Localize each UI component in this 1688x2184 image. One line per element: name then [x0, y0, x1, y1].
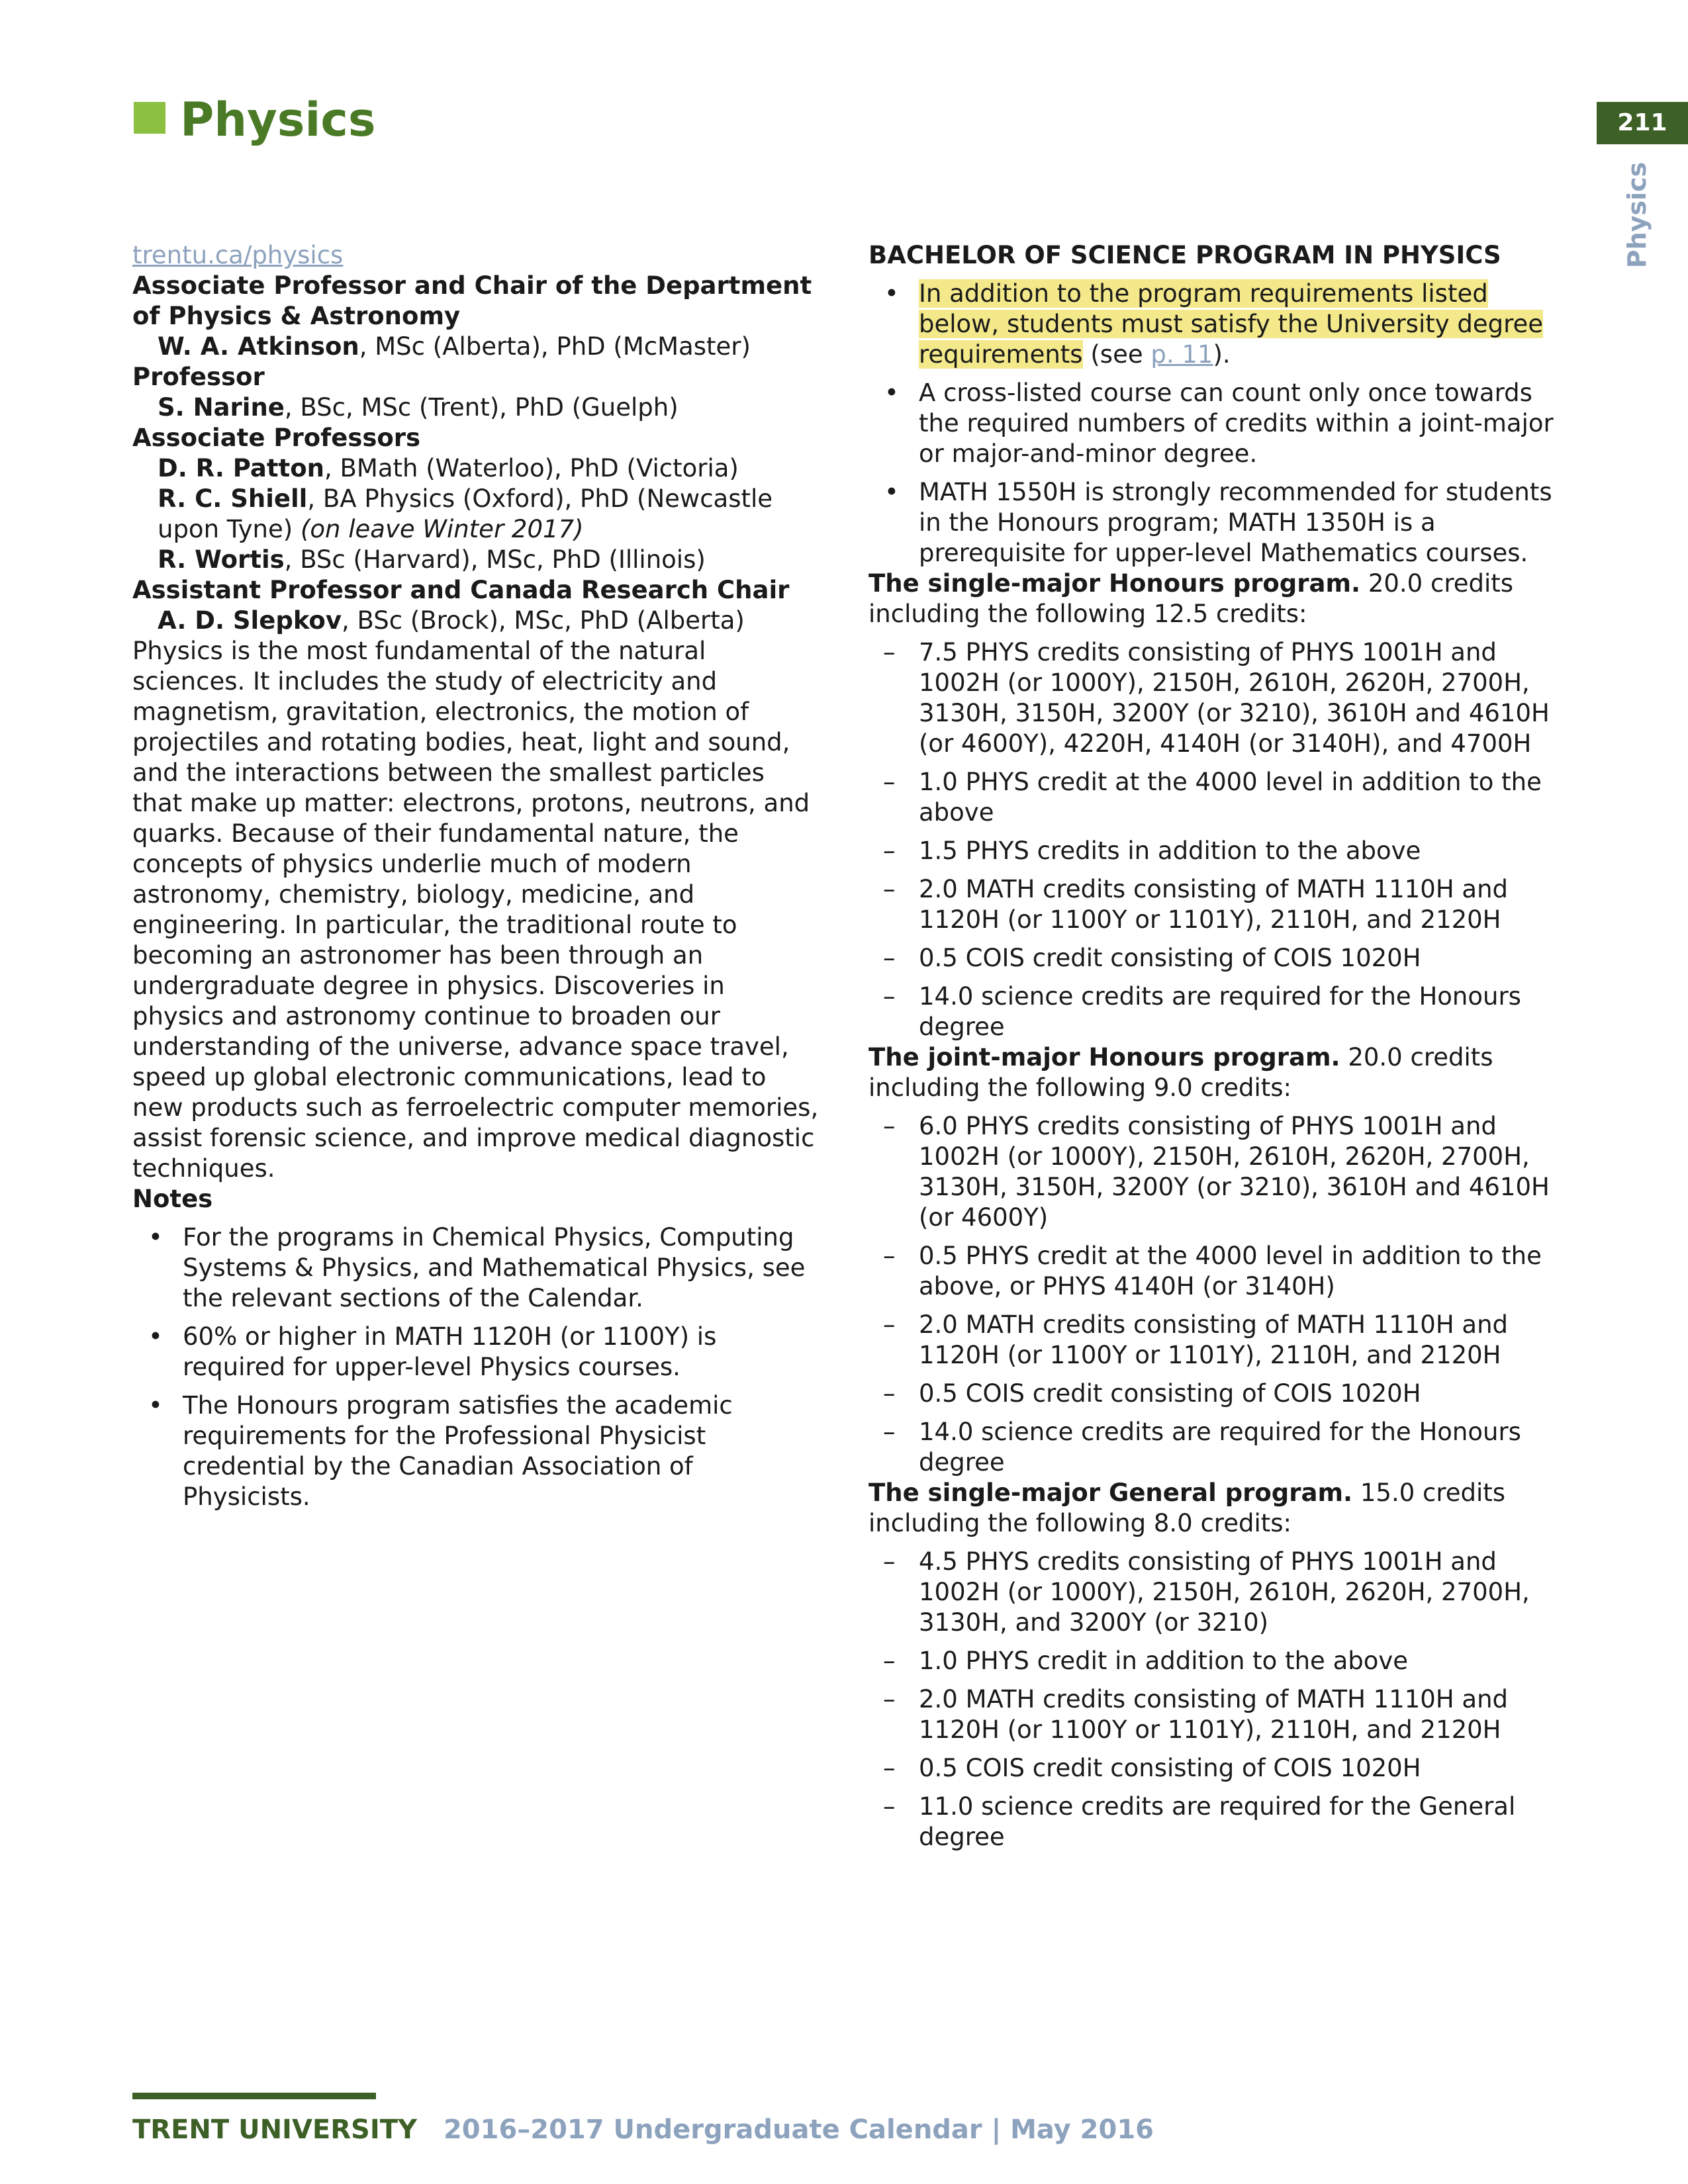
- program-item: [868, 1111, 1564, 1233]
- faculty-group: [132, 423, 821, 575]
- note-item: [132, 1390, 821, 1512]
- program-name: The single-major Honours program.: [868, 569, 1361, 598]
- dash-icon: –: [883, 768, 896, 796]
- program-block: [868, 1042, 1564, 1478]
- dash-icon: –: [883, 875, 896, 903]
- faculty-name: R. C. Shiell: [158, 484, 308, 513]
- faculty-member: [132, 453, 821, 484]
- program-item-text: 14.0 science credits are required for the Honours degree: [919, 1418, 1521, 1477]
- program-item-text: 6.0 PHYS credits consisting of PHYS 1001H and 1002H (or 1000Y), 2150H, 2610H, 2620H, 2700H, 3130H, 3150H, 3200Y (or 3210), 3610H and 4610H (or 4600Y): [919, 1112, 1550, 1232]
- program-item: [868, 836, 1564, 866]
- faculty-credentials: , BA Physics (Oxford), PhD (Newcastle upon Tyne): [158, 484, 773, 543]
- dash-icon: –: [883, 1647, 896, 1675]
- faculty-credentials: , BSc (Harvard), MSc, PhD (Illinois): [284, 545, 706, 574]
- dash-icon: –: [883, 1685, 896, 1713]
- right-column: [868, 240, 1564, 1852]
- faculty-name: D. R. Patton: [158, 454, 324, 482]
- program-item-text: 2.0 MATH credits consisting of MATH 1110H and 1120H (or 1100Y or 1101Y), 2110H, and 2120H: [919, 1685, 1509, 1744]
- faculty-name: W. A. Atkinson: [158, 332, 359, 361]
- program-desc: 20.0 credits including the following 12.5 credits:: [868, 569, 1514, 628]
- faculty-member: [132, 545, 821, 575]
- dash-icon: –: [883, 638, 896, 666]
- requirement-item: [868, 378, 1564, 469]
- program-item: [868, 1241, 1564, 1302]
- note-text: The Honours program satisfies the academic requirements for the Professional Physicist credential by the Canadian Association of Physicists.: [183, 1391, 733, 1511]
- faculty-group: [132, 362, 821, 423]
- requirements-list: [868, 279, 1564, 569]
- dash-icon: –: [883, 1112, 896, 1140]
- dash-icon: –: [883, 837, 896, 865]
- bullet-icon: •: [148, 1391, 163, 1420]
- faculty-credentials: , BMath (Waterloo), PhD (Victoria): [324, 454, 739, 482]
- dash-icon: –: [883, 1547, 896, 1576]
- program-block: [868, 569, 1564, 1042]
- requirement-text: A cross-listed course can count only once towards the required numbers of credits within a joint-major or major-and-minor degree.: [919, 379, 1554, 468]
- program-item: [868, 767, 1564, 828]
- program-item-text: 7.5 PHYS credits consisting of PHYS 1001H and 1002H (or 1000Y), 2150H, 2610H, 2620H, 2700H, 3130H, 3150H, 3200Y (or 3210), 3610H and 4610H (or 4600Y), 4220H, 4140H (or 3140H), and 4700H: [919, 638, 1550, 758]
- highlighted-requirement: In addition to the program requirements listed below, students must satisfy the University degree requirements: [919, 279, 1544, 369]
- requirement-item: [868, 279, 1564, 370]
- bullet-icon: •: [884, 379, 899, 407]
- program-title: [868, 1478, 1564, 1539]
- program-block: [868, 1478, 1564, 1852]
- program-item-text: 2.0 MATH credits consisting of MATH 1110H and 1120H (or 1100Y or 1101Y), 2110H, and 2120H: [919, 1310, 1509, 1369]
- faculty-credentials: , MSc (Alberta), PhD (McMaster): [359, 332, 751, 361]
- footer-university: TRENT UNIVERSITY: [132, 2115, 417, 2145]
- program-item-text: 0.5 PHYS credit at the 4000 level in addition to the above, or PHYS 4140H (or 3140H): [919, 1242, 1542, 1300]
- faculty-member: [132, 392, 821, 423]
- dash-icon: –: [883, 1792, 896, 1821]
- program-item: [868, 1646, 1564, 1676]
- footer-calendar: 2016–2017 Undergraduate Calendar | May 2016: [443, 2115, 1154, 2145]
- program-item-text: 4.5 PHYS credits consisting of PHYS 1001H and 1002H (or 1000Y), 2150H, 2610H, 2620H, 2700H, 3130H, and 3200Y (or 3210): [919, 1547, 1530, 1637]
- program-item: [868, 1792, 1564, 1852]
- requirement-see: (see: [1082, 340, 1151, 369]
- side-section-label: [1601, 162, 1673, 268]
- footer-rule: [132, 2093, 376, 2099]
- intro-paragraph: Physics is the most fundamental of the natural sciences. It includes the study of electricity and magnetism, gravitation, electronics, the motion of projectiles and rotating bodies, heat, light and sound, and the interactions between the smallest particles that make up matter: electrons, protons, neutrons, and quarks. Because of their fundamental nature, the concepts of physics underlie much of modern astronomy, chemistry, biology, medicine, and engineering. In particular, the traditional route to becoming an astronomer has been through an undergraduate degree in physics. Discoveries in physics and astronomy continue to broaden our understanding of the universe, advance space travel, speed up global electronic communications, lead to new products such as ferroelectric computer memories, assist forensic science, and improve medical diagnostic techniques.: [132, 637, 819, 1183]
- note-text: 60% or higher in MATH 1120H (or 1100Y) is required for upper-level Physics courses.: [183, 1322, 717, 1381]
- faculty-group: [132, 271, 821, 362]
- program-item-text: 0.5 COIS credit consisting of COIS 1020H: [919, 1754, 1421, 1782]
- program-items: [868, 1547, 1564, 1852]
- department-link[interactable]: trentu.ca/physics: [132, 241, 344, 269]
- program-item-text: 0.5 COIS credit consisting of COIS 1020H: [919, 944, 1421, 972]
- program-name: The joint-major Honours program.: [868, 1043, 1340, 1071]
- faculty-credentials: , BSc (Brock), MSc, PhD (Alberta): [341, 606, 745, 635]
- page-title: Physics: [180, 93, 376, 147]
- notes-heading: Notes: [132, 1185, 213, 1213]
- side-section-label-text: Physics: [1622, 161, 1652, 269]
- program-section-heading: BACHELOR OF SCIENCE PROGRAM IN PHYSICS: [868, 241, 1501, 269]
- faculty-heading: Associate Professor and Chair of the Department of Physics & Astronomy: [132, 271, 812, 330]
- faculty-heading: Professor: [132, 363, 265, 391]
- program-name: The single-major General program.: [868, 1479, 1353, 1507]
- bullet-icon: •: [884, 478, 899, 506]
- dash-icon: –: [883, 1379, 896, 1408]
- program-item: [868, 637, 1564, 759]
- program-item-text: 1.5 PHYS credits in addition to the above: [919, 837, 1421, 865]
- faculty-member: [132, 606, 821, 636]
- program-item: [868, 981, 1564, 1042]
- program-item-text: 1.0 PHYS credit in addition to the above: [919, 1647, 1409, 1675]
- program-item-text: 1.0 PHYS credit at the 4000 level in addition to the above: [919, 768, 1542, 827]
- program-item-text: 14.0 science credits are required for the Honours degree: [919, 982, 1521, 1041]
- dash-icon: –: [883, 944, 896, 972]
- program-item-text: 0.5 COIS credit consisting of COIS 1020H: [919, 1379, 1421, 1408]
- faculty-name: R. Wortis: [158, 545, 285, 574]
- program-items: [868, 1111, 1564, 1478]
- faculty-group: [132, 575, 821, 636]
- title-square-icon: [134, 102, 165, 134]
- dash-icon: –: [883, 1242, 896, 1270]
- dash-icon: –: [883, 982, 896, 1011]
- page-link[interactable]: p. 11: [1150, 340, 1213, 369]
- dash-icon: –: [883, 1418, 896, 1446]
- program-item: [868, 874, 1564, 935]
- program-item: [868, 1547, 1564, 1638]
- page-footer: [132, 2111, 1154, 2148]
- faculty-heading: Associate Professors: [132, 424, 421, 452]
- program-item: [868, 1310, 1564, 1371]
- dash-icon: –: [883, 1754, 896, 1782]
- program-item: [868, 1417, 1564, 1478]
- faculty-member: [132, 332, 821, 362]
- note-item: [132, 1222, 821, 1314]
- bullet-icon: •: [884, 279, 899, 308]
- requirement-item: [868, 477, 1564, 569]
- program-title: [868, 569, 1564, 629]
- program-title: [868, 1042, 1564, 1103]
- program-item-text: 11.0 science credits are required for the General degree: [919, 1792, 1516, 1851]
- faculty-leave-note: (on leave Winter 2017): [300, 515, 584, 543]
- faculty-credentials: , BSc, MSc (Trent), PhD (Guelph): [284, 393, 679, 422]
- left-column: [132, 240, 821, 1512]
- program-item: [868, 943, 1564, 974]
- note-item: [132, 1322, 821, 1383]
- requirement-end: ).: [1213, 340, 1231, 369]
- faculty-heading: Assistant Professor and Canada Research Chair: [132, 576, 790, 604]
- faculty-name: S. Narine: [158, 393, 285, 422]
- bullet-icon: •: [148, 1223, 163, 1251]
- requirement-text: MATH 1550H is strongly recommended for students in the Honours program; MATH 1350H is a prerequisite for upper-level Mathematics courses.: [919, 478, 1552, 567]
- faculty-name: A. D. Slepkov: [158, 606, 342, 635]
- program-item: [868, 1684, 1564, 1745]
- dash-icon: –: [883, 1310, 896, 1339]
- note-text: For the programs in Chemical Physics, Computing Systems & Physics, and Mathematical Physics, see the relevant sections of the Calendar.: [183, 1223, 806, 1312]
- program-desc: 20.0 credits including the following 9.0 credits:: [868, 1043, 1493, 1102]
- program-item: [868, 1753, 1564, 1784]
- program-desc: 15.0 credits including the following 8.0 credits:: [868, 1479, 1506, 1537]
- page-number: 211: [1597, 102, 1688, 144]
- bullet-icon: •: [148, 1322, 163, 1351]
- faculty-member: [132, 484, 821, 545]
- program-item-text: 2.0 MATH credits consisting of MATH 1110H and 1120H (or 1100Y or 1101Y), 2110H, and 2120H: [919, 875, 1509, 934]
- notes-list: [132, 1222, 821, 1512]
- program-items: [868, 637, 1564, 1042]
- program-item: [868, 1379, 1564, 1409]
